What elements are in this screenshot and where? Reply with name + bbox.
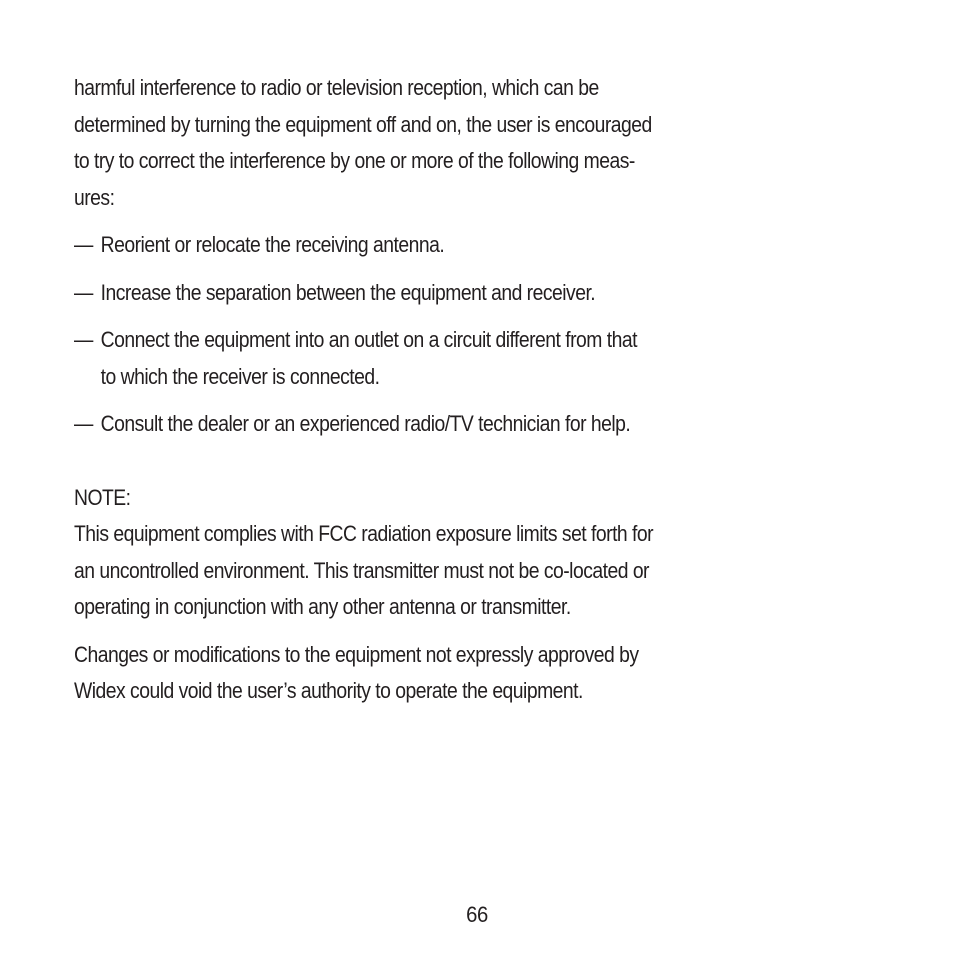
measure-text: Connect the equipment into an outlet on a circuit different from that: [100, 327, 637, 352]
document-body: [74, 70, 874, 710]
measure-item-consult: [74, 406, 900, 443]
text-line: ures:: [74, 184, 115, 210]
text-line: determined by turning the equipment off and on, the user is encouraged: [74, 111, 652, 137]
measure-text: to which the receiver is connected.: [100, 363, 380, 389]
measure-text: Consult the dealer or an experienced radio/TV technician for help.: [100, 411, 631, 436]
measure-item-reorient: [74, 227, 900, 264]
note-heading: NOTE:: [74, 484, 131, 510]
bullet-dash: —: [74, 279, 93, 305]
intro-paragraph: [74, 70, 874, 216]
bullet-dash: —: [74, 327, 93, 352]
changes-paragraph: [74, 637, 874, 710]
bullet-dash: —: [74, 232, 93, 257]
bullet-dash: —: [74, 411, 93, 436]
measure-item-separation: [74, 275, 900, 312]
note-paragraph: [74, 480, 874, 626]
text-line: This equipment complies with FCC radiation exposure limits set forth for: [74, 521, 654, 546]
measure-text: Increase the separation between the equipment and receiver.: [100, 279, 596, 305]
page-number: 66: [466, 902, 488, 927]
text-line: an uncontrolled environment. This transmitter must not be co-located or: [74, 557, 649, 583]
measure-item-outlet: [74, 322, 900, 395]
text-line: to try to correct the interference by one or more of the following meas-: [74, 148, 635, 173]
measure-text: Reorient or relocate the receiving antenna.: [100, 232, 445, 257]
text-line: Changes or modifications to the equipment not expressly approved by: [74, 641, 639, 667]
text-line: Widex could void the user’s authority to operate the equipment.: [74, 678, 583, 703]
text-line: operating in conjunction with any other antenna or transmitter.: [74, 594, 571, 619]
text-line: harmful interference to radio or television reception, which can be: [74, 75, 599, 100]
